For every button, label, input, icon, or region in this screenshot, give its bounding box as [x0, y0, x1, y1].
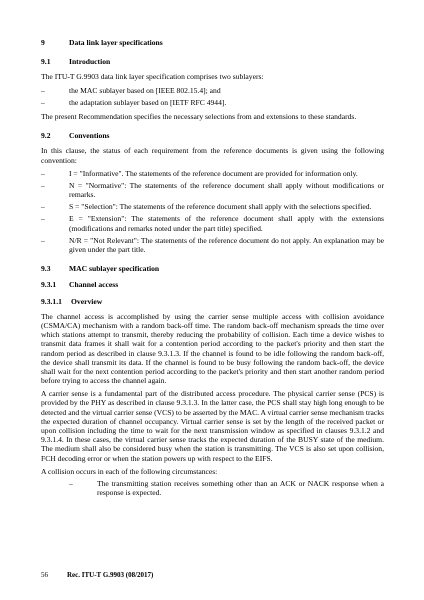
section-number: 9.2	[41, 131, 51, 141]
section-number: 9	[41, 38, 45, 47]
list-item-text: S = "Selection": The statements of the reference document shall apply with the selections specified.	[69, 202, 372, 212]
section-number: 9.3.1	[41, 280, 57, 290]
paragraph: The ITU-T G.9903 data link layer specification comprises two sublayers:	[41, 72, 264, 82]
page-footer	[41, 571, 153, 579]
paragraph: A collision occurs in each of the following circumstances:	[41, 466, 218, 476]
section-title: Introduction	[69, 57, 111, 67]
list-dash: –	[69, 478, 73, 488]
section-number: 9.1	[41, 57, 51, 67]
paragraph: The channel access is accomplished by using the carrier sense multiple access with collision avoidance (CSMA/CA) mechanism with a random back-off time. The random back-off mechanism spreads the time over which stations attempt to transmit, thereby reducing the probability of collision. Each time a device wishes to transmit data frames it shall wait for a contention period according to the packet's priority and then start the random period as described in clause 9.3.1.3. If the channel is found to be idle following the random back-off, the device shall transmit its data. If the channel is found to be busy following the random back-off, the device shall wait for the next contention period according to the packet's priority and then start another random period before trying to access the channel again.	[41, 311, 384, 386]
list-item	[41, 181, 384, 199]
list-item-text: I = "Informative". The statements of the reference document are provided for information only.	[69, 168, 358, 178]
section-title: Conventions	[69, 131, 110, 141]
list-dash: –	[41, 235, 45, 245]
section-title: MAC sublayer specification	[69, 264, 160, 274]
list-item	[41, 86, 384, 95]
list-dash: –	[41, 202, 45, 212]
list-item	[41, 169, 384, 178]
section-title: Overview	[71, 296, 103, 306]
list-item-text: N/R = "Not Relevant": The statements of the reference document do not apply. An explanation may be given under the part title.	[69, 235, 384, 254]
paragraph: A carrier sense is a fundamental part of the distributed access procedure. The physical carrier sense (PCS) is provided by the PHY as described in clause 9.3.1.3. In the latter case, the PCS shall stay high long enough to be detected and the virtual carrier sense (VCS) to be asserted by the MAC. A virtual carrier sense mechanism tracks the expected duration of channel occupancy. Virtual carrier sense is set by the length of the received packet or upon collision including the time to wait for the next transmission window as specified in clauses 9.3.1.2 and 9.3.1.4. In these cases, the virtual carrier sense tracks the expected duration of the BUSY state of the medium. The medium shall also be considered busy when the station is transmitting. The VCS is also set upon collision, FCH decoding error or when the station powers up with respect to the EIFS.	[41, 389, 384, 463]
section-heading-9	[41, 38, 384, 47]
section-title: Channel access	[69, 280, 119, 290]
list-item	[41, 214, 384, 232]
section-heading-9-3-1	[41, 280, 384, 289]
list-item-text: the MAC sublayer based on [IEEE 802.15.4]; and	[69, 85, 221, 95]
list-item-text: The transmitting station receives something other than an ACK or NACK response when a response is expected.	[97, 478, 384, 498]
section-number: 9.3.1.1	[41, 296, 62, 306]
list-item	[41, 98, 384, 107]
list-item	[41, 202, 384, 211]
section-heading-9-3	[41, 264, 384, 273]
recommendation-reference: Rec. ITU-T G.9903 (08/2017)	[67, 571, 154, 579]
list-item-text: E = "Extension": The statements of the reference document shall apply with the extensions (modifications and remarks noted under the part title) specified.	[69, 214, 384, 233]
section-heading-9-3-1-1	[41, 297, 384, 306]
paragraph: In this clause, the status of each requirement from the reference documents is given using the following convention:	[41, 146, 384, 165]
list-dash: –	[41, 85, 45, 95]
list-dash: –	[41, 168, 45, 178]
list-item	[41, 236, 384, 254]
section-number: 9.3	[41, 264, 51, 274]
list-item	[41, 479, 384, 497]
page-number: 56	[41, 571, 48, 579]
paragraph: The present Recommendation specifies the necessary selections from and extensions to these standards.	[41, 111, 357, 121]
list-item-text: the adaptation sublayer based on [IETF RFC 4944].	[69, 97, 227, 107]
section-heading-9-1	[41, 57, 384, 66]
list-item-text: N = "Normative": The statements of the reference document shall apply without modifications or remarks.	[69, 180, 384, 200]
section-heading-9-2	[41, 131, 384, 140]
list-dash: –	[41, 97, 45, 107]
list-dash: –	[41, 214, 45, 224]
list-dash: –	[41, 180, 45, 190]
section-title: Data link layer specifications	[69, 38, 163, 47]
